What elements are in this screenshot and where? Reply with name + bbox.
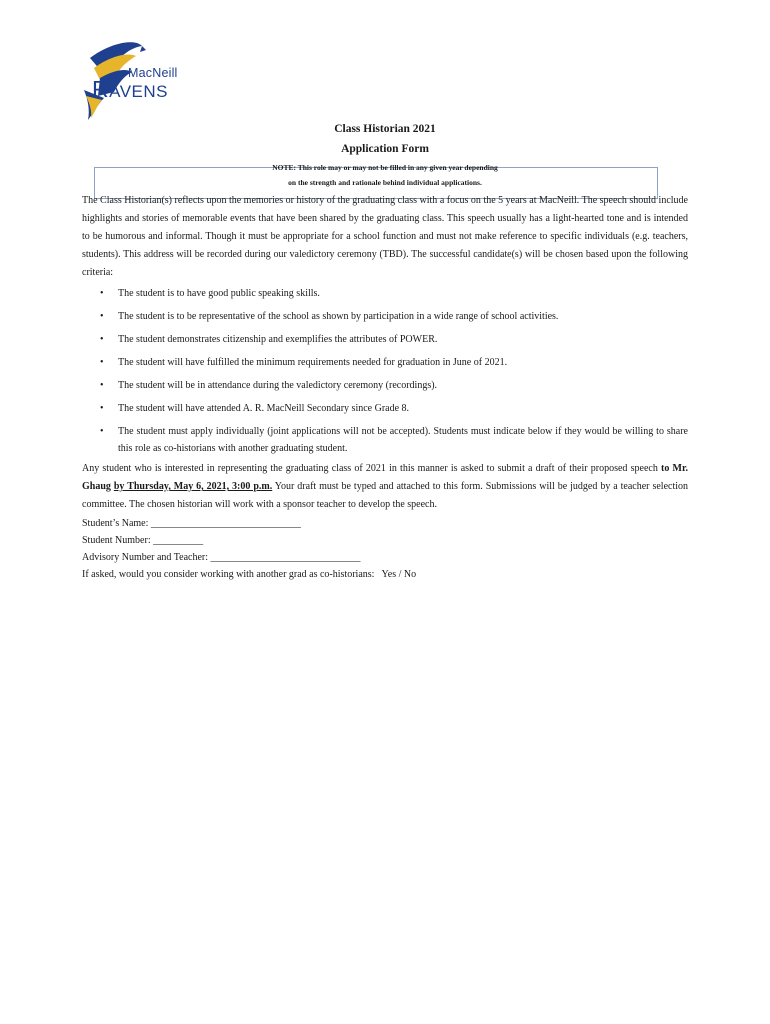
list-item: • The student will be in attendance during the valedictory ceremony (recordings). (82, 377, 688, 394)
applicant-fields (82, 515, 416, 583)
logo-line1: MacNeill (128, 66, 178, 80)
bullet-icon: • (100, 288, 104, 299)
note-line1: NOTE: This role may or may not be filled in any given year depending (272, 163, 498, 172)
bullet-icon: • (100, 380, 104, 391)
list-item: • The student demonstrates citizenship and exemplifies the attributes of POWER. (82, 331, 688, 348)
list-item: • The student will have attended A. R. MacNeill Secondary since Grade 8. (82, 400, 688, 417)
note-line2: on the strength and rationale behind individual applications. (288, 178, 482, 187)
list-item: • The student is to have good public speaking skills. (82, 285, 688, 302)
bullet-icon: • (100, 357, 104, 368)
submission-recipient: to Mr. Ghaug (82, 463, 688, 492)
submission-paragraph: Any student who is interested in representing the graduating class of 2021 in this manner is asked to submit a draft of their proposed speech to Mr. Ghaug by Thursday, May 6, 2021, 3:00 p.m. Your draft must be typed and attached to this form. Submissions will be judged by a teacher selection committee. The chosen historian will work with a sponsor teacher to develop the speech. (82, 463, 689, 510)
bullet-icon: • (100, 403, 104, 414)
bullet-icon: • (100, 426, 104, 437)
page-title: Class Historian 2021 (334, 123, 436, 135)
criteria-list (82, 285, 688, 463)
student-number-field[interactable]: Student Number: __________ (82, 535, 204, 546)
student-name-field[interactable]: Student’s Name: ______________________________ (82, 518, 301, 529)
logo-line2: RAVENS (92, 76, 168, 102)
intro-paragraph: The Class Historian(s) reflects upon the memories or history of the graduating class with a focus on the 5 years at MacNeill. The speech should include highlights and stories of memorable events that have been shared by the graduating class. This speech usually has a light-hearted tone and is intended to be humorous and informal. Though it must be appropriate for a school function and must not make reference to specific individuals (e.g. teachers, students). This address will be recorded during our valedictory ceremony (TBD). The successful candidate(s) will be chosen based upon the following criteria: (82, 195, 688, 278)
page-subtitle: Application Form (341, 143, 429, 155)
submission-deadline: by Thursday, May 6, 2021, 3:00 p.m. (113, 481, 273, 492)
bullet-icon: • (100, 311, 104, 322)
co-historian-question[interactable]: If asked, would you consider working with another grad as co-historians: Yes / No (82, 569, 417, 580)
bullet-icon: • (100, 334, 104, 345)
list-item: • The student will have fulfilled the minimum requirements needed for graduation in June of 2021. (82, 354, 688, 371)
advisory-field[interactable]: Advisory Number and Teacher: ______________________________ (82, 552, 361, 563)
list-item: • The student must apply individually (joint applications will not be accepted). Students must indicate below if they would be willing to share this role as co-historians with another graduating student. (82, 423, 688, 457)
list-item: • The student is to be representative of the school as shown by participation in a wide range of school activities. (82, 308, 688, 325)
